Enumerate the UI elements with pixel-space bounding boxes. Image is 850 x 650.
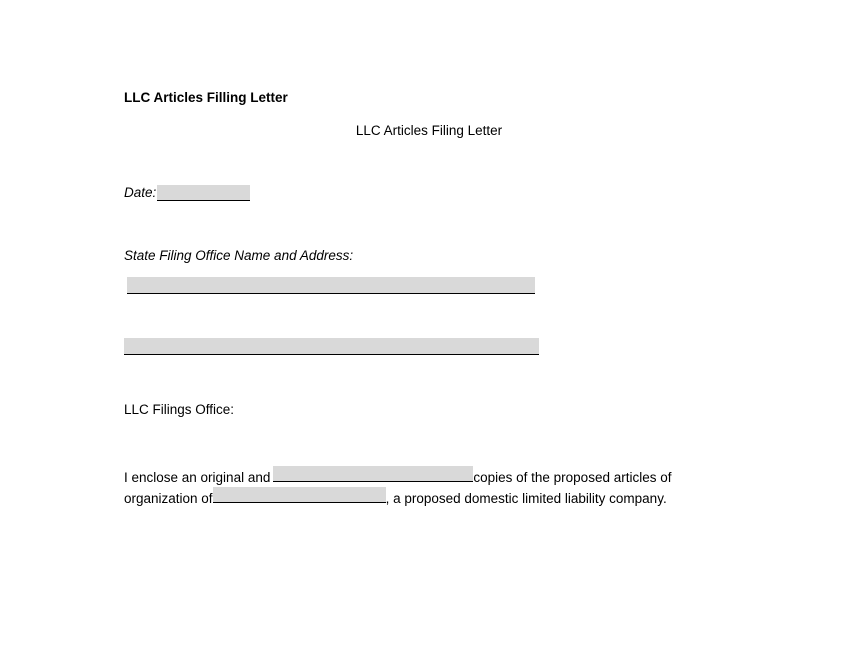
llc-filings-office-label: LLC Filings Office: [124, 402, 235, 417]
document-title: LLC Articles Filing Letter [355, 123, 503, 138]
paragraph-text-2: copies of the proposed articles of [473, 470, 672, 485]
document-heading: LLC Articles Filling Letter [124, 90, 288, 105]
date-field[interactable] [157, 185, 250, 201]
enclosure-paragraph-line-1 [124, 466, 671, 486]
enclosure-paragraph-line-2 [124, 487, 667, 507]
paragraph-text-4: , a proposed domestic limited liability company. [385, 491, 667, 506]
office-address-field-1[interactable] [127, 277, 535, 294]
office-address-field-2[interactable] [124, 338, 539, 355]
paragraph-text-1: I enclose an original and [124, 470, 271, 485]
copies-count-field[interactable] [273, 466, 473, 482]
paragraph-text-3: organization of [124, 491, 213, 506]
date-label: Date: [124, 185, 157, 200]
company-name-field[interactable] [213, 487, 386, 503]
state-filing-office-label: State Filing Office Name and Address: [124, 248, 354, 263]
